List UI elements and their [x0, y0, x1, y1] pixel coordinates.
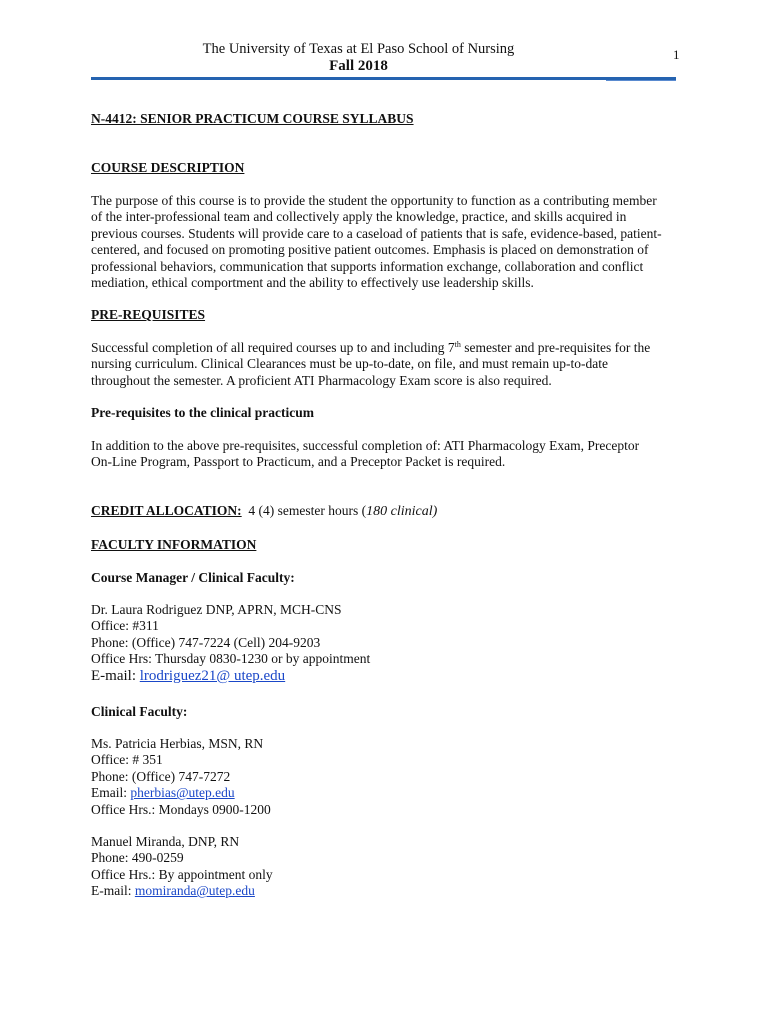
course-description-line: centered, and focused on promoting positive patient outcomes. Emphasis is placed on demonstration of [91, 242, 649, 258]
miranda-phone: Phone: 490-0259 [91, 850, 184, 866]
herbias-email-row: Email: pherbias@utep.edu [91, 785, 235, 801]
prerequisites-line-3: throughout the semester. A proficient ATI Pharmacology Exam score is also required. [91, 372, 552, 388]
course-description-body [91, 193, 681, 291]
herbias-email-link[interactable]: pherbias@utep.edu [130, 785, 235, 801]
manager-email-link[interactable]: lrodriguez21@ utep.edu [139, 667, 286, 684]
course-description-heading: COURSE DESCRIPTION [91, 160, 245, 175]
course-manager-heading: Course Manager / Clinical Faculty: [91, 570, 295, 585]
miranda-hours: Office Hrs.: By appointment only [91, 866, 273, 882]
miranda-email-row: E-mail: momiranda@utep.edu [91, 883, 255, 899]
herbias-phone: Phone: (Office) 747-7272 [91, 768, 231, 784]
manager-name: Dr. Laura Rodriguez DNP, APRN, MCH-CNS [91, 602, 342, 617]
course-description-line: professional behaviors, communication that supports information exchange, collaboration and conflict [91, 258, 644, 274]
manager-office: Office: #311 [91, 618, 159, 634]
miranda-info [91, 834, 681, 900]
header-term: Fall 2018 [329, 58, 388, 74]
course-description-line: previous courses. Students will provide care to a caseload of patients that is safe, evidence-based, patient- [91, 225, 662, 241]
clinical-prereq-heading: Pre-requisites to the clinical practicum [91, 405, 314, 420]
course-description-line: mediation, ethical comportment and the ability to effectively use leadership skills. [91, 275, 534, 291]
faculty-heading: FACULTY INFORMATION [91, 537, 257, 552]
manager-hours: Office Hrs: Thursday 0830-1230 or by appointment [91, 651, 371, 667]
clinical-faculty-heading: Clinical Faculty: [91, 704, 188, 719]
header-institution: The University of Texas at El Paso School of Nursing [202, 41, 515, 57]
credit-allocation-clinical: 180 clinical) [366, 504, 438, 519]
course-manager-info [91, 602, 681, 684]
header-rule [91, 77, 676, 80]
herbias-info [91, 736, 681, 818]
document-title: N-4412: SENIOR PRACTICUM COURSE SYLLABUS [91, 111, 414, 126]
herbias-hours: Office Hrs.: Mondays 0900-1200 [91, 801, 271, 817]
prerequisites-heading: PRE-REQUISITES [91, 307, 206, 322]
miranda-email-link[interactable]: momiranda@utep.edu [134, 883, 255, 899]
prerequisites-body [91, 340, 681, 389]
course-description-line: of the inter-professional team and collectively apply the knowledge, practice, and skills acquired in [91, 209, 627, 225]
manager-phone: Phone: (Office) 747-7224 (Cell) 204-9203 [91, 634, 321, 650]
credit-allocation-value: 4 (4) semester hours ( [241, 503, 367, 518]
prerequisites-line-2: nursing curriculum. Clinical Clearances must be up-to-date, on file, and must remain up-to-date [91, 356, 608, 372]
header-rule-accent [606, 80, 676, 81]
herbias-name: Ms. Patricia Herbias, MSN, RN [91, 736, 264, 751]
herbias-office: Office: # 351 [91, 752, 163, 768]
manager-email-row: E-mail: lrodriguez21@ utep.edu [91, 667, 286, 684]
page-number: 1 [673, 47, 680, 62]
course-description-line: The purpose of this course is to provide the student the opportunity to function as a contributing member [91, 193, 657, 208]
clinical-prereq-line: In addition to the above pre-requisites, successful completion of: ATI Pharmacology Exam, Preceptor [91, 438, 640, 453]
miranda-name: Manuel Miranda, DNP, RN [91, 834, 240, 849]
credit-allocation-label: CREDIT ALLOCATION: [91, 503, 242, 518]
clinical-prereq-line: On-Line Program, Passport to Practicum, and a Preceptor Packet is required. [91, 454, 506, 470]
clinical-prereq-body [91, 438, 681, 471]
prerequisites-line-1: Successful completion of all required courses up to and including 7th semester and pre-requisites for the [91, 340, 651, 355]
credit-allocation [91, 503, 437, 520]
superscript-th: th [454, 340, 461, 349]
